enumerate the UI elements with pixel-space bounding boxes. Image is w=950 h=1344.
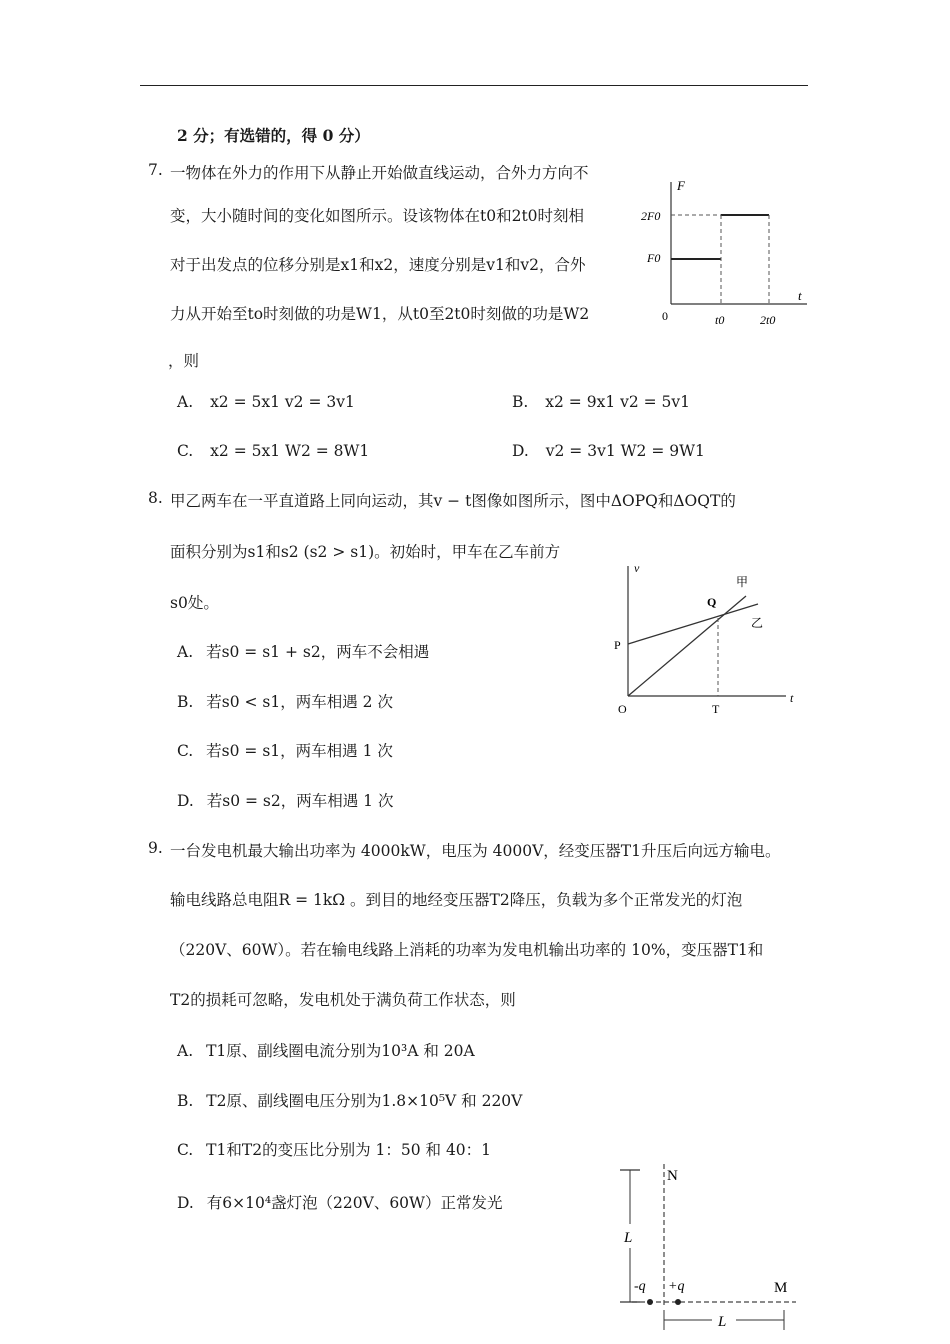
q8-point-q: Q (707, 595, 717, 609)
q7-x-label: t (798, 288, 802, 303)
q9-option-a[interactable] (177, 1039, 475, 1061)
q8-option-a-text: 若s0 = s1 + s2，两车不会相遇 (206, 643, 430, 661)
q9-stem-line-4: T2的损耗可忽略，发电机处于满负荷工作状态，则 (170, 991, 516, 1009)
q8-option-c-label: C. (177, 742, 194, 760)
q8-option-d-label: D. (177, 792, 194, 810)
q7-option-a[interactable] (177, 393, 355, 411)
q8-label-yi: 乙 (751, 616, 764, 630)
q8-stem-line-2: 面积分别为s1和s2 (s2 > s1)。初始时，甲车在乙车前方 (170, 543, 561, 561)
q9-option-b-text: T2原、副线圈电压分别为1.8×10⁵V 和 220V (206, 1092, 523, 1110)
q8-option-c-text: 若s0 = s1，两车相遇 1 次 (206, 742, 393, 760)
q7-stem-line-4: 力从开始至to时刻做的功是W1，从t0至2t0时刻做的功是W2 (170, 305, 590, 323)
q7-option-b-label: B. (512, 393, 529, 411)
q7-stem-line-5: ，则 (168, 352, 200, 370)
q9-option-c[interactable] (177, 1138, 491, 1160)
q9-option-a-label: A. (177, 1042, 194, 1060)
q7-option-c-label: C. (177, 442, 194, 460)
q7-option-a-label: A. (177, 393, 194, 411)
q7-stem-line-1: 一物体在外力的作用下从静止开始做直线运动，合外力方向不 (170, 164, 589, 182)
q9-label-l-horizontal: L (718, 1314, 727, 1330)
q7-ytick-f0: F0 (647, 251, 661, 265)
q7-option-d-label: D. (512, 442, 529, 460)
q9-positive-charge (675, 1299, 681, 1305)
q8-option-b[interactable] (177, 690, 393, 712)
q8-line-yi (628, 604, 758, 644)
q7-option-b[interactable] (512, 393, 690, 411)
q7-option-a-text: x2 = 5x1 v2 = 3v1 (210, 393, 355, 411)
q9-option-b[interactable] (177, 1089, 522, 1111)
header-rule (140, 85, 808, 86)
q7-origin: 0 (662, 309, 668, 323)
q7-xtick-t0: t0 (715, 313, 725, 327)
q9-label-l-vertical: L (624, 1230, 633, 1246)
q7-option-c[interactable] (177, 442, 369, 460)
q9-number: 9. (148, 839, 163, 857)
q8-y-label: v (634, 561, 640, 575)
q8-velocity-time-graph (606, 556, 806, 721)
q7-stem-line-2: 变，大小随时间的变化如图所示。设该物体在t0和2t0时刻相 (170, 207, 585, 225)
q8-point-p: P (614, 638, 621, 652)
q9-option-d-text: 有6×10⁴盏灯泡（220V、60W）正常发光 (206, 1194, 503, 1212)
q9-label-neg-q: -q (634, 1279, 646, 1294)
q8-option-b-label: B. (177, 693, 194, 711)
q9-option-a-text: T1原、副线圈电流分别为10³A 和 20A (206, 1042, 475, 1060)
q8-label-jia: 甲 (736, 575, 749, 589)
q9-option-b-label: B. (177, 1092, 194, 1110)
q9-option-d-label: D. (177, 1194, 194, 1212)
q8-option-d-text: 若s0 = s2，两车相遇 1 次 (206, 792, 394, 810)
q7-xtick-2t0: 2t0 (760, 313, 776, 327)
q7-option-d[interactable] (512, 442, 705, 460)
header-note: 2 分；有选错的，得 0 分） (177, 126, 370, 145)
q7-y-label: F (677, 178, 685, 193)
q8-point-t: T (712, 702, 720, 716)
q8-option-a[interactable] (177, 640, 429, 662)
q9-option-d[interactable] (177, 1191, 502, 1213)
q8-option-b-text: 若s0 < s1，两车相遇 2 次 (206, 693, 393, 711)
q9-stem-line-1: 一台发电机最大输出功率为 4000kW，电压为 4000V，经变压器T1升压后向远方输电。 (170, 842, 781, 860)
q7-option-b-text: x2 = 9x1 v2 = 5v1 (545, 393, 691, 411)
q7-option-c-text: x2 = 5x1 W2 = 8W1 (210, 442, 370, 460)
q8-option-d[interactable] (177, 789, 393, 811)
q9-stem-line-2: 输电线路总电阻R = 1kΩ 。到目的地经变压器T2降压，负载为多个正常发光的灯泡 (170, 891, 743, 909)
q8-x-label: t (790, 691, 794, 705)
q8-option-a-label: A. (177, 643, 194, 661)
q7-ytick-2f0: 2F0 (641, 209, 661, 223)
q7-force-time-graph (635, 172, 815, 332)
q8-line-jia (628, 596, 746, 696)
q9-option-c-label: C. (177, 1141, 194, 1159)
q8-origin: O (618, 702, 627, 716)
q8-stem-line-3: s0处。 (170, 594, 219, 612)
q9-label-n: N (667, 1168, 678, 1184)
q8-number: 8. (148, 489, 163, 507)
q7-option-d-text: v2 = 3v1 W2 = 9W1 (545, 442, 705, 460)
q9-label-m: M (774, 1280, 788, 1296)
q7-stem-line-3: 对于出发点的位移分别是x1和x2，速度分别是v1和v2，合外 (170, 256, 586, 274)
q8-stem-line-1: 甲乙两车在一平直道路上同向运动，其v − t图像如图所示，图中ΔOPQ和ΔOQT的 (170, 492, 736, 510)
q9-negative-charge (647, 1299, 653, 1305)
q8-option-c[interactable] (177, 739, 393, 761)
q9-charge-figure (612, 1160, 802, 1344)
q7-number: 7. (148, 161, 163, 179)
q9-option-c-text: T1和T2的变压比分别为 1：50 和 40：1 (206, 1141, 492, 1159)
q9-stem-line-3: （220V、60W）。若在输电线路上消耗的功率为发电机输出功率的 10%，变压器T1和 (170, 941, 764, 959)
q9-label-pos-q: +q (668, 1279, 685, 1294)
